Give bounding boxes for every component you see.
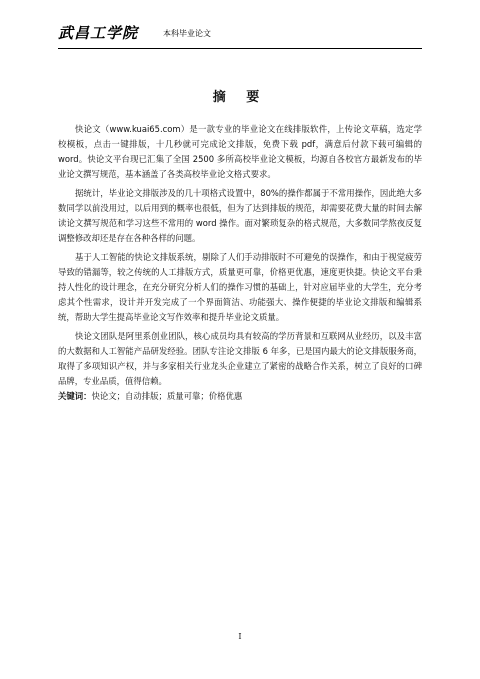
abstract-paragraph: 快论文团队是阿里系创业团队，核心成员均具有较高的学历背景和互联网从业经历，以及丰富的大数据和人工智能产品研发经验。团队专注论文排版 6 年多，已是国内最大的论文排版服务商，取得了多项知识产权，并与多家相关行业龙头企业建立了紧密的战略合作关系，树立了良好的口碑品牌，专业品质，值得信赖。 bbox=[58, 331, 422, 386]
header-subtitle: 本科毕业论文 bbox=[163, 29, 211, 38]
page-number: I bbox=[238, 632, 242, 641]
abstract-paragraph: 基于人工智能的快论文排版系统，剔除了人们手动排版时不可避免的误操作，和由于视觉疲劳导致的错漏等，较之传统的人工排版方式，质量更可靠，价格更优惠，速度更快捷。快论文平台秉持人性化的设计理念，在充分研究分析人们的操作习惯的基础上，针对应届毕业的大学生，充分考虑其个性需求，设计并开发完成了一个界面简洁、功能强大、操作便捷的毕业论文排版和编辑系统，帮助大学生提高毕业论文写作效率和提升毕业论文质量。 bbox=[58, 252, 422, 322]
header-divider bbox=[58, 48, 422, 49]
page-header bbox=[58, 22, 422, 46]
abstract-paragraph: 快论文（www.kuai65.com）是一款专业的毕业论文在线排版软件，上传论文草稿，选定学校模板，点击一键排版，十几秒就可完成论文排版，免费下载 pdf，满意后付款下载可编辑的 word。快论文平台现已汇集了全国 2500 多所高校毕业论文模板，均源自各校官方最新发布的毕业论文撰写规范，基本涵盖了各类高校毕业论文格式要求。 bbox=[58, 124, 422, 179]
keywords-text: 快论文；自动排版；质量可靠；价格优惠 bbox=[91, 391, 243, 401]
keywords-label: 关键词： bbox=[58, 391, 92, 401]
university-logo: 武昌工学院 bbox=[58, 24, 139, 42]
keywords-line bbox=[58, 389, 422, 404]
abstract-paragraph: 据统计，毕业论文排版涉及的几十项格式设置中，80%的操作都属于不常用操作，因此绝大多数同学以前没用过，以后用到的概率也很低，但为了达到排版的规范，却需要花费大量的时间去解读论文撰写规范和学习这些不常用的 word 操作。面对繁琐复杂的格式规范，大多数同学熬夜反复调整修改却还是存在各种各样的问题。 bbox=[58, 188, 422, 243]
abstract-body bbox=[58, 122, 422, 404]
abstract-title: 摘 要 bbox=[212, 90, 268, 105]
